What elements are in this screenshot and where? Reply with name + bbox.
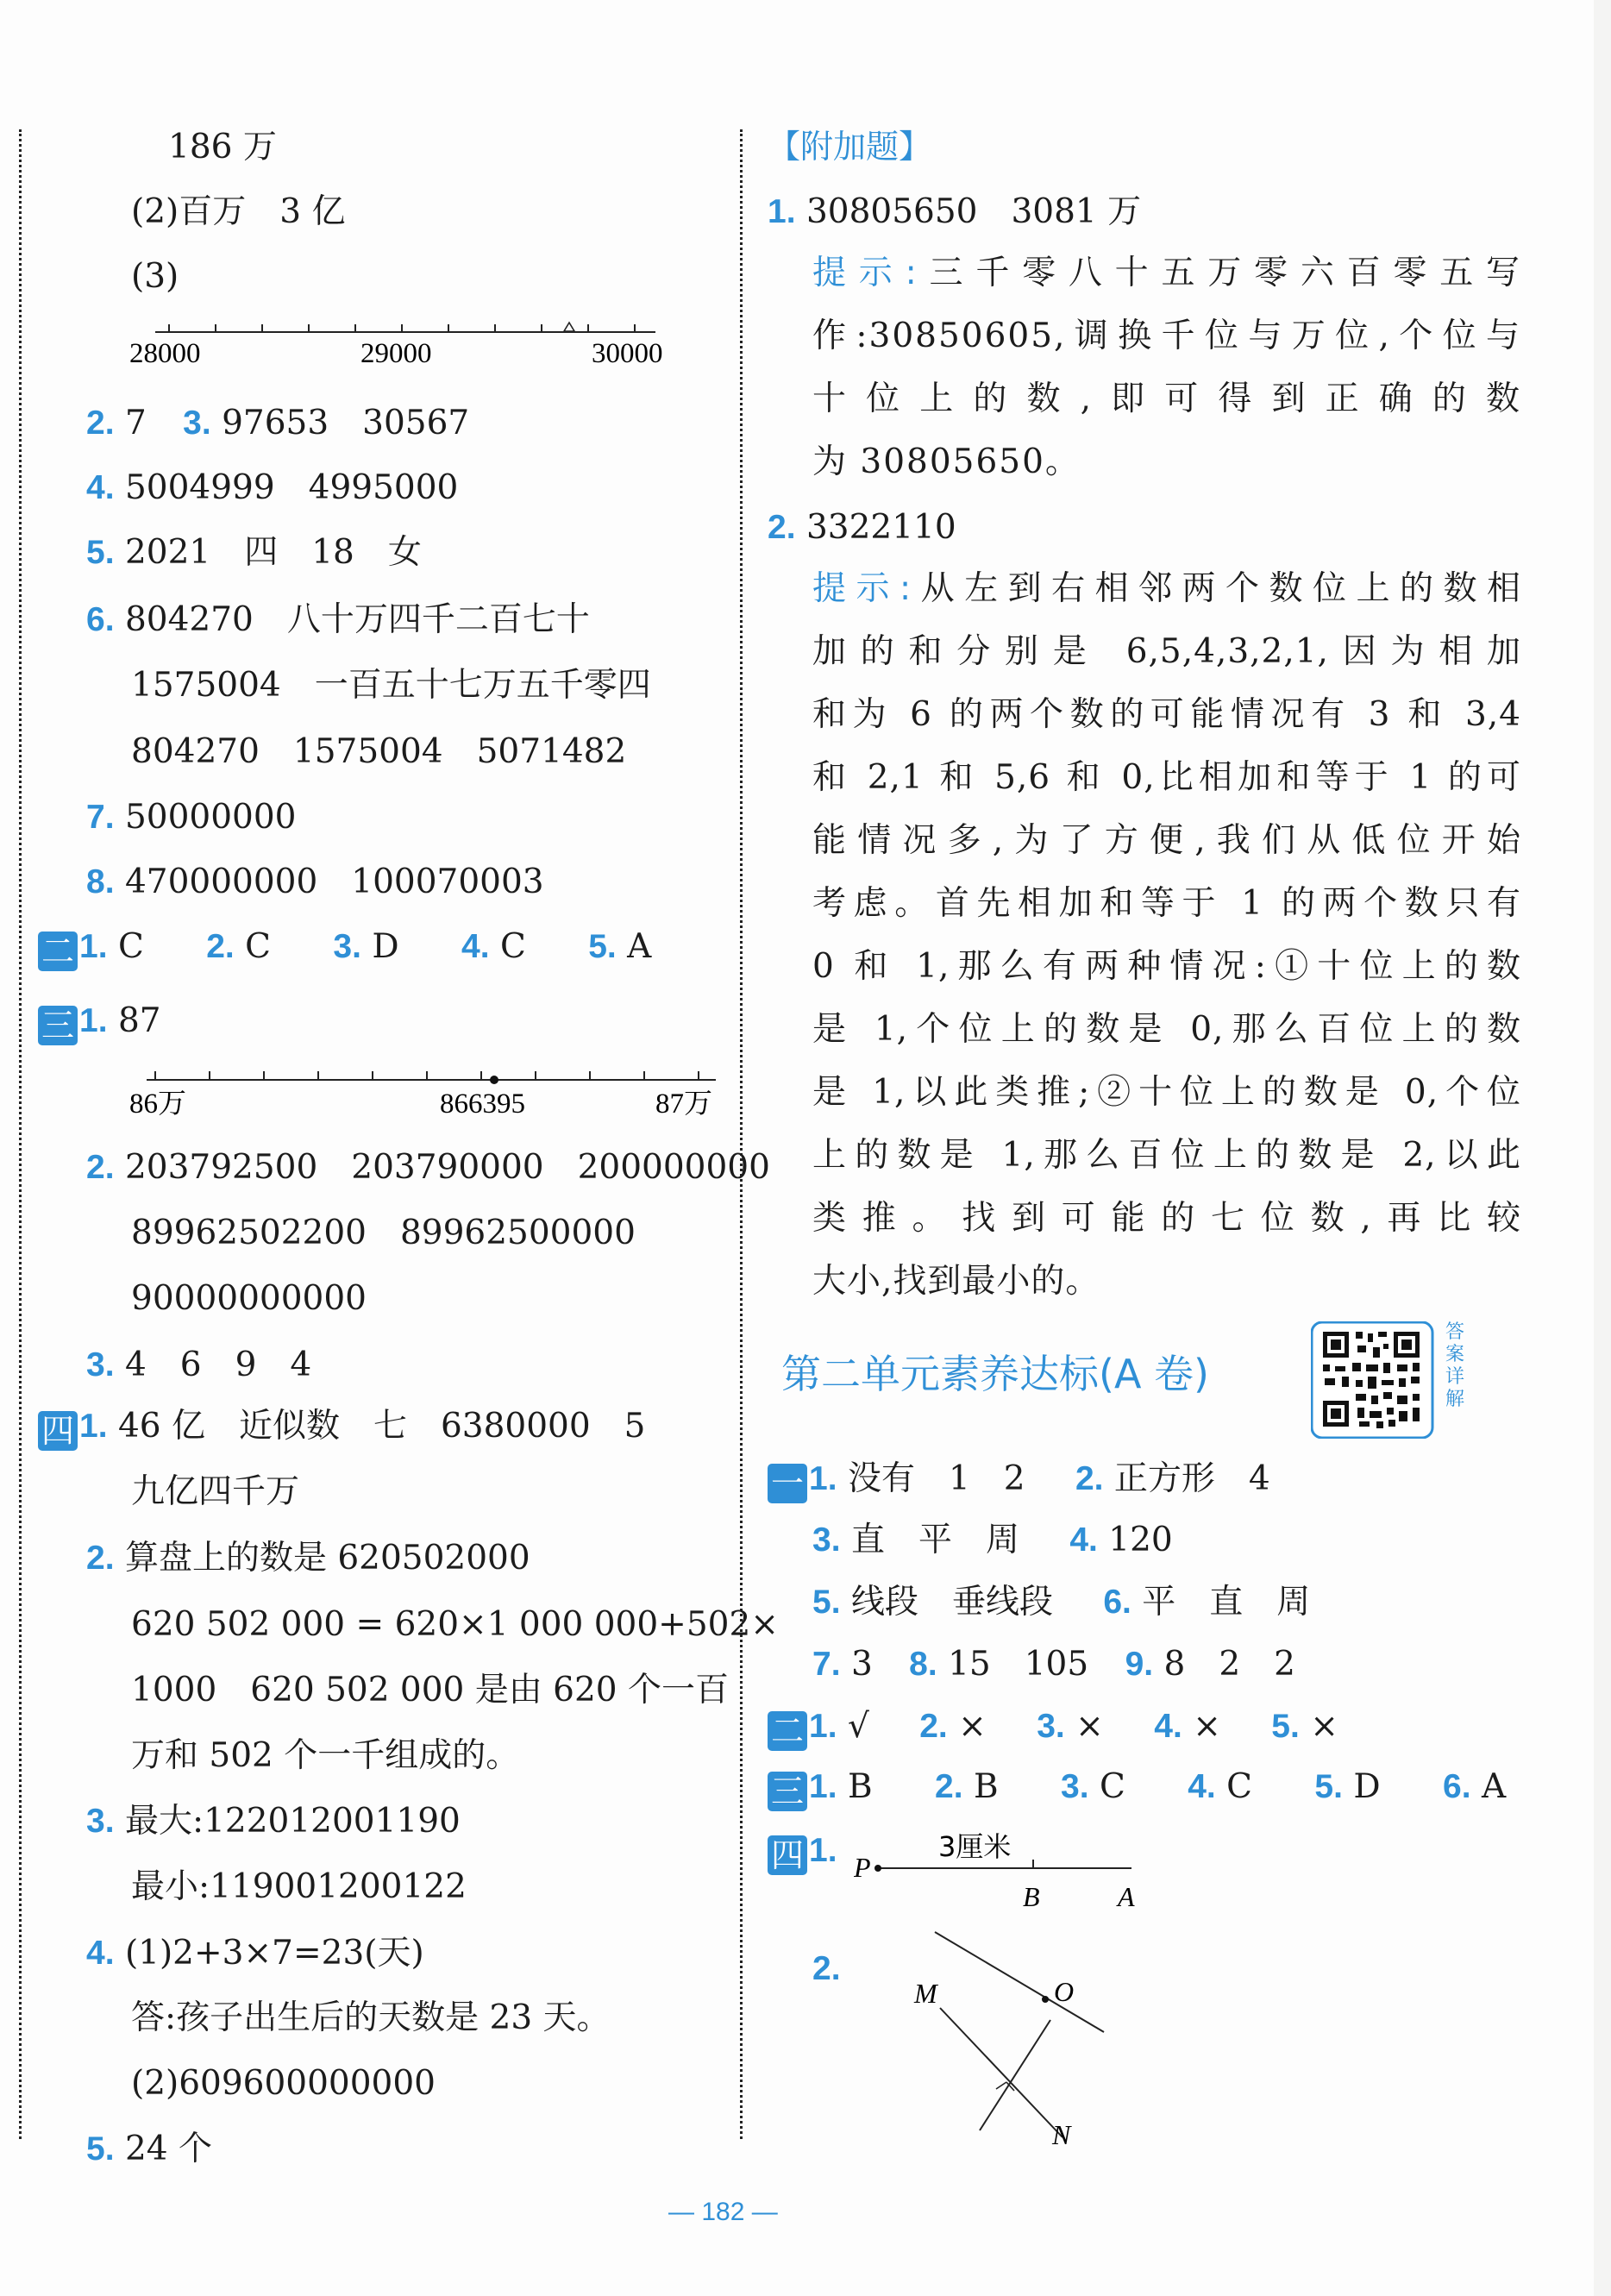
section-tag: 二 [38, 932, 78, 971]
answer-line: (3) [131, 257, 179, 296]
section-tag: 一 [768, 1464, 807, 1503]
tick-label: 29000 [360, 338, 432, 369]
answer-line: 4. 5004999 4995000 [86, 468, 459, 507]
answer-line: 万和 502 个一千组成的。 [131, 1736, 520, 1775]
answer-line: 4. (1)2+3×7=23(天) [86, 1934, 424, 1973]
answer-line: 804270 1575004 5071482 [131, 732, 627, 771]
segment-length-label: 3厘米 [938, 1830, 1012, 1863]
answer-line: (2)609600000000 [131, 2064, 436, 2103]
extra-questions-title: 【附加题】 [768, 128, 932, 166]
tick-label: 30000 [592, 338, 663, 369]
section-tag: 三 [38, 1006, 78, 1045]
section-two-answers: 二 1. C 2. C 3. D 4. C 5. A [38, 930, 651, 971]
unit-title: 第二单元素养达标(A 卷) [781, 1351, 1209, 1397]
answer-line: 1000 620 502 000 是由 620 个一百 [131, 1671, 729, 1709]
tick-label: 87万 [655, 1088, 712, 1120]
hint-paragraph-2: 提示:从左到右相邻两个数位上的数相 加的和分别是 6,5,4,3,2,1,因为相加 和为 6 的两个数的可能情况有 3 和 3,4 和 2,1 和 5,6 和 0,比相加和等于 1 的可 能情况多,为了方便,我们从低位开始 考虑。首先相加和等于 1 的两个数只有 0 和 1,那么有两种情况:①十位上的数 是 1,个位上的数是 0,那么百位上的数 是 1,以此类推;②十位上的数是 0,个位 上的数是 1,那么百位上的数是 2,以此 类推。找到可能的七位数,再比较 大小,找到最小的。 [812, 569, 1521, 1301]
answer-line: 7. 3 8. 15 105 9. 8 2 2 [812, 1645, 1295, 1684]
answer-line: 90000000000 [131, 1279, 367, 1318]
answer-line: 九亿四千万 [131, 1472, 300, 1511]
tick-label: 28000 [129, 338, 201, 369]
answer-line: 8. 470000000 100070003 [86, 863, 544, 901]
page-number: — 182 — [668, 2198, 778, 2226]
point-label-N: N [1052, 2119, 1071, 2148]
answer-line: 2. 算盘上的数是 620502000 [86, 1539, 530, 1578]
qr-caption: 答案详解 [1445, 1321, 1465, 1410]
unit-section-one: 一 1. 没有 1 2 2. 正方形 4 [768, 1462, 1270, 1503]
section-tag: 三 [768, 1772, 807, 1811]
answer-line: (2)百万 3 亿 [131, 192, 346, 231]
answer-line: 2. [812, 1950, 841, 1987]
unit-section-three: 三 1. B 2. B 3. C 4. C 5. D 6. A [768, 1770, 1506, 1811]
answer-line: 186 万 [168, 128, 277, 166]
answer-line: 6. 804270 八十万四千二百七十 [86, 600, 590, 639]
section-tag: 四 [38, 1411, 78, 1451]
section-three-answers: 三 1. 87 [38, 1004, 161, 1045]
section-tag: 二 [768, 1711, 807, 1751]
answer-line: 3. 4 6 9 4 [86, 1346, 312, 1384]
column-divider-rule [740, 129, 743, 2139]
answer-line: 2. 7 3. 97653 30567 [86, 404, 470, 442]
answer-line: 2. 203792500 203790000 200000000 [86, 1148, 770, 1187]
answer-line: 1575004 一百五十七万五千零四 [131, 666, 651, 705]
point-label-B: B [1023, 1881, 1040, 1912]
unit-section-four: 四 1. [768, 1834, 837, 1875]
answer-line: 答:孩子出生后的天数是 23 天。 [131, 1998, 611, 2037]
answer-line: 620 502 000 = 620×1 000 000+502× [131, 1605, 779, 1644]
section-tag: 四 [768, 1835, 807, 1875]
qr-code-icon[interactable] [1311, 1321, 1466, 1439]
point-label-A: A [1118, 1881, 1135, 1912]
point-label-O: O [1054, 1976, 1075, 2007]
point-label-M: M [914, 1978, 937, 2009]
answer-line: 3. 最大:122012001190 [86, 1802, 461, 1841]
hint-label: 提示: [812, 254, 918, 292]
answer-line: 5. 线段 垂线段 6. 平 直 周 [812, 1583, 1311, 1622]
q-num: 2. [86, 405, 115, 442]
perpendicular-diagram [854, 1915, 1164, 2148]
answer-line: 2. 3322110 [768, 508, 956, 547]
left-margin-rule [19, 129, 22, 2139]
section-four-answers: 四 1. 46 亿 近似数 七 6380000 5 [38, 1409, 645, 1451]
tick-label: 86万 [129, 1088, 186, 1120]
answer-line: 3. 直 平 周 4. 120 [812, 1521, 1173, 1559]
hint-paragraph-1: 提示:三千零八十五万零六百零五写 作:30850605,调换千位与万位,个位与 十位上的数,即可得到正确的数 为 30805650。 [812, 254, 1521, 481]
q-num: 3. [183, 405, 211, 442]
answer-line: 89962502200 89962500000 [131, 1214, 636, 1252]
point-label-P: P [854, 1852, 871, 1883]
tick-label: 866395 [440, 1088, 525, 1120]
unit-section-two: 二 1. √ 2. × 3. × 4. × 5. × [768, 1709, 1338, 1751]
answer-line: 7. 50000000 [86, 798, 297, 837]
number-line-2 [129, 1054, 733, 1123]
answer-line: 1. 30805650 3081 万 [768, 192, 1142, 231]
answer-line: 最小:119001200122 [131, 1867, 467, 1906]
number-line-1 [129, 311, 690, 371]
hint-label: 提示: [812, 569, 912, 608]
segment-diagram [854, 1820, 1164, 1915]
answer-line: 5. 24 个 [86, 2130, 212, 2168]
answer-line: 5. 2021 四 18 女 [86, 533, 422, 572]
